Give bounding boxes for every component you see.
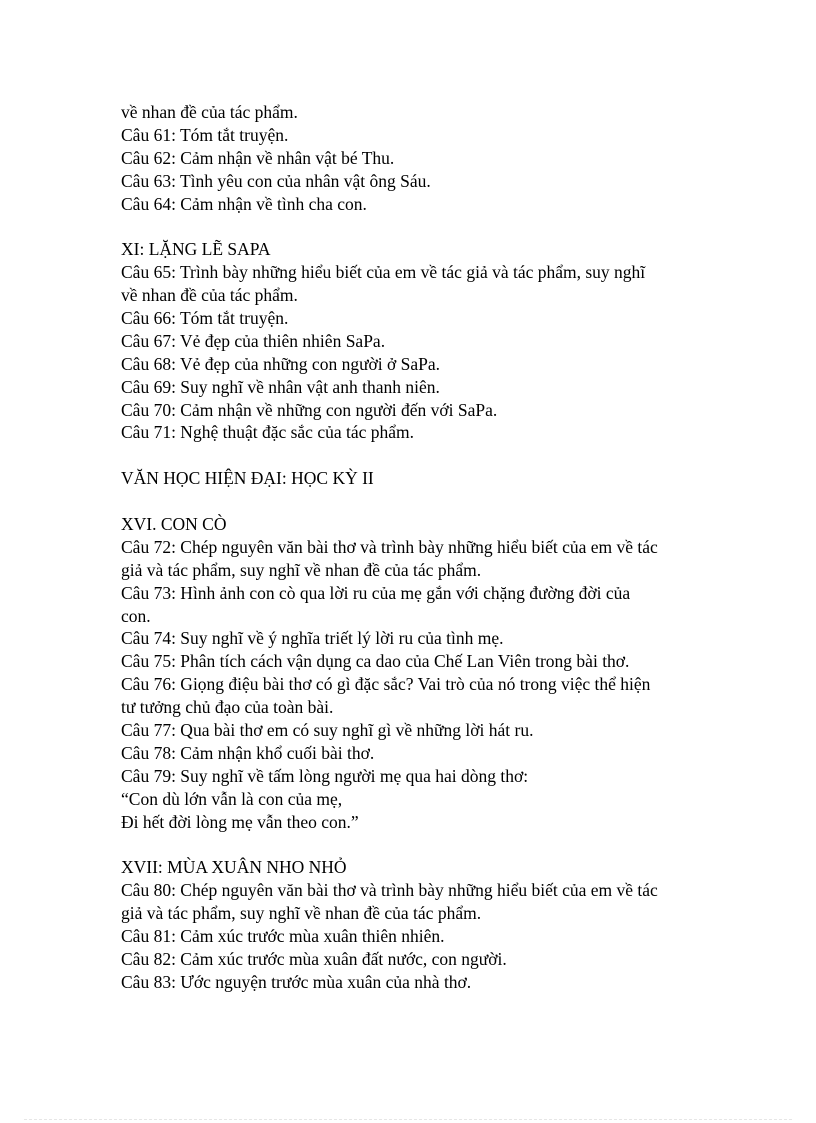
question-62: Câu 62: Cảm nhận về nhân vật bé Thu. bbox=[121, 147, 395, 168]
section-continuation bbox=[121, 101, 721, 215]
poem-quote-line: “Con dù lớn vẫn là con của mẹ, bbox=[121, 788, 343, 809]
question-71: Câu 71: Nghệ thuật đặc sắc của tác phẩm. bbox=[121, 422, 415, 443]
question-64: Câu 64: Cảm nhận về tình cha con. bbox=[121, 193, 367, 214]
question-67: Câu 67: Vẻ đẹp của thiên nhiên SaPa. bbox=[121, 330, 386, 351]
question-83: Câu 83: Ước nguyện trước mùa xuân của nhà thơ. bbox=[121, 971, 472, 992]
question-79: Câu 79: Suy nghĩ về tấm lòng người mẹ qua hai dòng thơ: bbox=[121, 765, 529, 786]
question-66: Câu 66: Tóm tắt truyện. bbox=[121, 308, 289, 329]
question-63: Câu 63: Tình yêu con của nhân vật ông Sáu. bbox=[121, 170, 431, 191]
question-74: Câu 74: Suy nghĩ về ý nghĩa triết lý lời ru của tình mẹ. bbox=[121, 628, 504, 649]
question-77: Câu 77: Qua bài thơ em có suy nghĩ gì về những lời hát ru. bbox=[121, 720, 534, 741]
question-78: Câu 78: Cảm nhận khổ cuối bài thơ. bbox=[121, 742, 375, 763]
question-81: Câu 81: Cảm xúc trước mùa xuân thiên nhiên. bbox=[121, 926, 445, 947]
page-bottom-divider bbox=[24, 1119, 792, 1120]
section-mua-xuan-nho-nho bbox=[121, 856, 721, 993]
section-heading: XVII: MÙA XUÂN NHO NHỎ bbox=[121, 857, 347, 878]
question-80: Câu 80: Chép nguyên văn bài thơ và trình bày những hiểu biết của em về tác bbox=[121, 880, 658, 901]
section-lang-le-sapa bbox=[121, 238, 721, 444]
section-heading: XVI. CON CÒ bbox=[121, 514, 227, 535]
question-70: Câu 70: Cảm nhận về những con người đến với SaPa. bbox=[121, 399, 498, 420]
question-61: Câu 61: Tóm tắt truyện. bbox=[121, 124, 289, 145]
document-page bbox=[121, 101, 721, 994]
question-75: Câu 75: Phân tích cách vận dụng ca dao của Chế Lan Viên trong bài thơ. bbox=[121, 651, 630, 672]
question-69: Câu 69: Suy nghĩ về nhân vật anh thanh niên. bbox=[121, 376, 440, 397]
section-heading: XI: LẶNG LẼ SAPA bbox=[121, 239, 271, 260]
part-heading: VĂN HỌC HIỆN ĐẠI: HỌC KỲ II bbox=[121, 468, 374, 489]
paragraph-gap bbox=[121, 834, 721, 857]
question-76: Câu 76: Giọng điệu bài thơ có gì đặc sắc? Vai trò của nó trong việc thể hiện bbox=[121, 674, 651, 695]
text-line: giả và tác phẩm, suy nghĩ về nhan đề của tác phẩm. bbox=[121, 903, 482, 924]
text-line: con. bbox=[121, 605, 151, 626]
paragraph-gap bbox=[121, 490, 721, 513]
section-con-co bbox=[121, 513, 721, 833]
text-line: tư tưởng chủ đạo của toàn bài. bbox=[121, 697, 334, 718]
question-68: Câu 68: Vẻ đẹp của những con người ở SaPa. bbox=[121, 353, 441, 374]
question-72: Câu 72: Chép nguyên văn bài thơ và trình bày những hiểu biết của em về tác bbox=[121, 536, 658, 557]
text-line: giả và tác phẩm, suy nghĩ về nhan đề của tác phẩm. bbox=[121, 559, 482, 580]
question-82: Câu 82: Cảm xúc trước mùa xuân đất nước, con người. bbox=[121, 948, 507, 969]
part-heading-block bbox=[121, 467, 721, 490]
question-73: Câu 73: Hình ảnh con cò qua lời ru của mẹ gắn với chặng đường đời của bbox=[121, 582, 631, 603]
text-line: về nhan đề của tác phẩm. bbox=[121, 285, 298, 306]
paragraph-gap bbox=[121, 215, 721, 238]
question-65: Câu 65: Trình bày những hiểu biết của em về tác giả và tác phẩm, suy nghĩ bbox=[121, 262, 646, 283]
poem-quote-line: Đi hết đời lòng mẹ vẫn theo con.” bbox=[121, 811, 359, 832]
paragraph-gap bbox=[121, 444, 721, 467]
text-line: về nhan đề của tác phẩm. bbox=[121, 102, 298, 122]
